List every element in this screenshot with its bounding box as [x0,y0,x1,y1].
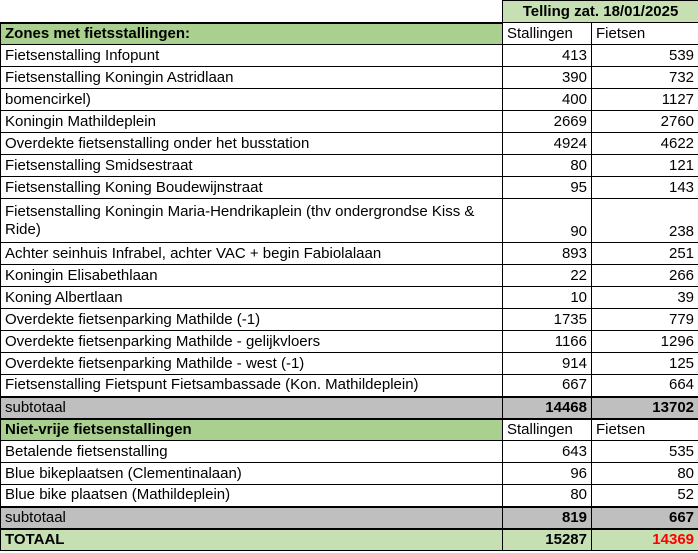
row-name: Overdekte fietsenparking Mathilde - west (-1) [1,353,503,375]
row-stallingen: 22 [503,265,592,287]
table-row [1,287,698,309]
row-name: Overdekte fietsenparking Mathilde - gelijkvloers [1,331,503,353]
row-name: bomencirkel) [1,89,503,111]
row-stallingen: 80 [503,155,592,177]
row-stallingen: 1166 [503,331,592,353]
table-row [1,485,698,507]
table-row [1,243,698,265]
section2-col-fietsen: Fietsen [592,419,698,441]
table-row [1,45,698,67]
total-row [1,529,698,551]
subtotal-fietsen: 667 [592,507,698,529]
table-row [1,265,698,287]
table-row [1,89,698,111]
section2-subtotal-row [1,507,698,529]
table-row [1,133,698,155]
row-fietsen: 664 [592,375,698,397]
row-stallingen: 1735 [503,309,592,331]
row-stallingen: 4924 [503,133,592,155]
table-row [1,353,698,375]
row-fietsen: 2760 [592,111,698,133]
table-row [1,177,698,199]
row-name: Betalende fietsenstalling [1,441,503,463]
row-fietsen: 1296 [592,331,698,353]
row-name: Koningin Mathildeplein [1,111,503,133]
row-fietsen: 238 [592,199,698,243]
row-fietsen: 52 [592,485,698,507]
table-row [1,463,698,485]
row-stallingen: 95 [503,177,592,199]
row-stallingen: 893 [503,243,592,265]
row-fietsen: 1127 [592,89,698,111]
row-stallingen: 2669 [503,111,592,133]
row-fietsen: 539 [592,45,698,67]
table-row [1,155,698,177]
row-stallingen: 390 [503,67,592,89]
row-fietsen: 4622 [592,133,698,155]
table-row [1,199,698,243]
row-stallingen: 10 [503,287,592,309]
table-row [1,331,698,353]
row-stallingen: 667 [503,375,592,397]
row-name: Koning Albertlaan [1,287,503,309]
row-name: Blue bikeplaatsen (Clementinalaan) [1,463,503,485]
section1-col-stallingen: Stallingen [503,23,592,45]
table-row [1,309,698,331]
row-stallingen: 643 [503,441,592,463]
total-stallingen: 15287 [503,529,592,551]
row-name: Achter seinhuis Infrabel, achter VAC + begin Fabiolalaan [1,243,503,265]
section1-col-fietsen: Fietsen [592,23,698,45]
blank-cell [1,1,503,23]
row-name: Fietsenstalling Fietspunt Fietsambassade (Kon. Mathildeplein) [1,375,503,397]
row-fietsen: 80 [592,463,698,485]
row-name: Koningin Elisabethlaan [1,265,503,287]
row-fietsen: 266 [592,265,698,287]
table-row [1,441,698,463]
row-name: Fietsenstalling Smidsestraat [1,155,503,177]
table-row [1,375,698,397]
row-stallingen: 90 [503,199,592,243]
row-stallingen: 413 [503,45,592,67]
row-name: Fietsenstalling Koningin Astridlaan [1,67,503,89]
title-row [1,1,698,23]
row-fietsen: 732 [592,67,698,89]
row-stallingen: 80 [503,485,592,507]
subtotal-stallingen: 819 [503,507,592,529]
row-name: Overdekte fietsenparking Mathilde (-1) [1,309,503,331]
row-name: Fietsenstalling Infopunt [1,45,503,67]
section2-heading: Niet-vrije fietsenstallingen [1,419,503,441]
row-fietsen: 251 [592,243,698,265]
subtotal-label: subtotaal [1,507,503,529]
subtotal-label: subtotaal [1,397,503,419]
total-fietsen: 14369 [592,529,698,551]
row-stallingen: 96 [503,463,592,485]
row-fietsen: 121 [592,155,698,177]
row-fietsen: 39 [592,287,698,309]
count-date-title: Telling zat. 18/01/2025 [503,1,698,23]
total-label: TOTAAL [1,529,503,551]
row-fietsen: 535 [592,441,698,463]
row-fietsen: 125 [592,353,698,375]
section1-heading: Zones met fietsstallingen: [1,23,503,45]
section2-col-stallingen: Stallingen [503,419,592,441]
section2-header-row [1,419,698,441]
row-stallingen: 400 [503,89,592,111]
row-name: Fietsenstalling Koning Boudewijnstraat [1,177,503,199]
subtotal-stallingen: 14468 [503,397,592,419]
section1-header-row [1,23,698,45]
row-stallingen: 914 [503,353,592,375]
row-name: Overdekte fietsenstalling onder het busstation [1,133,503,155]
row-fietsen: 143 [592,177,698,199]
subtotal-fietsen: 13702 [592,397,698,419]
row-name: Blue bike plaatsen (Mathildeplein) [1,485,503,507]
row-fietsen: 779 [592,309,698,331]
table-row [1,67,698,89]
row-name: Fietsenstalling Koningin Maria-Hendrikaplein (thv ondergrondse Kiss & Ride) [1,199,503,243]
table-row [1,111,698,133]
section1-subtotal-row [1,397,698,419]
